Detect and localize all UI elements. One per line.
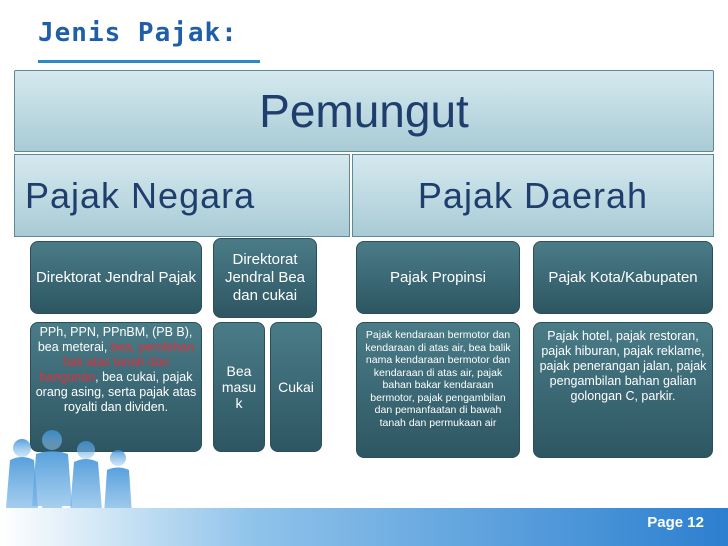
leaf-bea-masuk: Bea masu k	[213, 322, 265, 452]
leaf-kota-description: Pajak hotel, pajak restoran, pajak hiburan, pajak reklame, pajak penerangan jalan, pajak pengambilan bahan galian golongan C, parkir.	[533, 322, 713, 458]
title-underline	[38, 60, 260, 63]
node-pajak-kota-kabupaten: Pajak Kota/Kabupaten	[533, 241, 713, 314]
node-direktorat-jendral-pajak: Direktorat Jendral Pajak	[30, 241, 202, 314]
footer-bar	[0, 508, 728, 546]
node-pajak-negara: Pajak Negara	[14, 154, 350, 237]
node-pajak-propinsi: Pajak Propinsi	[356, 241, 520, 314]
djp-text-part-1: PPh, PPN, PPnBM, (PB B), bea meterai,	[37, 325, 193, 354]
leaf-propinsi-description: Pajak kendaraan bermotor dan kendaraan di atas air, bea balik nama kendaraan bermotor dan kendaraan di atas air, pajak bahan bakar kendaraan bermotor, pajak pengambilan dan pemanfaatan di bawah tanah dan permukaan air	[356, 322, 520, 458]
root-node-pemungut: Pemungut	[14, 70, 714, 152]
node-direktorat-bea-cukai: Direktorat Jendral Bea dan cukai	[213, 238, 317, 318]
leaf-djp-text	[35, 325, 197, 415]
page-number: Page 12	[647, 514, 704, 531]
node-pajak-daerah: Pajak Daerah	[352, 154, 714, 237]
djp-text-part-2: , bea cukai, pajak orang asing, serta pajak atas royalti dan dividen.	[35, 370, 197, 414]
slide-title: Jenis Pajak:	[38, 18, 238, 48]
djp-text-highlight: bea, perolehan hak atas tanah dan bangunan	[39, 340, 195, 384]
leaf-cukai: Cukai	[270, 322, 322, 452]
